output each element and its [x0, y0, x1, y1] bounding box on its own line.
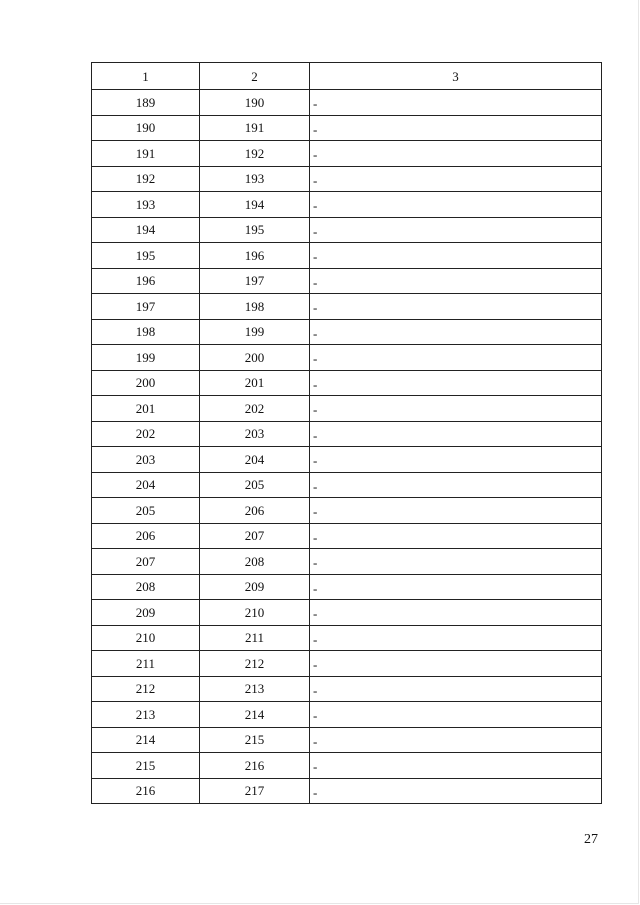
table-cell-col-1: 211 — [92, 651, 200, 677]
table-cell-col-2: 211 — [200, 625, 310, 651]
table-cell-col-2: 197 — [200, 268, 310, 294]
table-cell-col-2: 195 — [200, 217, 310, 243]
column-header-2: 2 — [200, 63, 310, 90]
table-cell-col-1: 207 — [92, 549, 200, 575]
table-cell-col-1: 205 — [92, 498, 200, 524]
table-cell-col-3: - — [310, 549, 602, 575]
table-cell-col-2: 200 — [200, 345, 310, 371]
table-cell-col-2: 198 — [200, 294, 310, 320]
table-cell-col-1: 209 — [92, 600, 200, 626]
table-cell-col-1: 194 — [92, 217, 200, 243]
table-cell-col-1: 206 — [92, 523, 200, 549]
table-row — [92, 115, 602, 141]
table-cell-col-1: 192 — [92, 166, 200, 192]
table-cell-col-2: 191 — [200, 115, 310, 141]
table-cell-col-1: 210 — [92, 625, 200, 651]
table-row — [92, 498, 602, 524]
table-cell-col-3: - — [310, 115, 602, 141]
table-row — [92, 727, 602, 753]
table-cell-col-1: 213 — [92, 702, 200, 728]
table-cell-col-2: 196 — [200, 243, 310, 269]
table-cell-col-1: 190 — [92, 115, 200, 141]
table-cell-col-2: 194 — [200, 192, 310, 218]
table-cell-col-1: 202 — [92, 421, 200, 447]
table-row — [92, 778, 602, 804]
table-cell-col-2: 190 — [200, 90, 310, 116]
table-row — [92, 574, 602, 600]
table-cell-col-1: 201 — [92, 396, 200, 422]
table-cell-col-2: 215 — [200, 727, 310, 753]
table-cell-col-3: - — [310, 702, 602, 728]
table-row — [92, 753, 602, 779]
table-cell-col-2: 212 — [200, 651, 310, 677]
table-cell-col-3: - — [310, 294, 602, 320]
table-cell-col-2: 213 — [200, 676, 310, 702]
table-cell-col-1: 214 — [92, 727, 200, 753]
table-cell-col-1: 189 — [92, 90, 200, 116]
table-cell-col-3: - — [310, 141, 602, 167]
table-cell-col-2: 216 — [200, 753, 310, 779]
table-row — [92, 676, 602, 702]
table-cell-col-2: 202 — [200, 396, 310, 422]
table-cell-col-3: - — [310, 600, 602, 626]
table-row — [92, 523, 602, 549]
table-cell-col-3: - — [310, 192, 602, 218]
table-cell-col-3: - — [310, 90, 602, 116]
table-body — [92, 90, 602, 804]
table-cell-col-3: - — [310, 778, 602, 804]
table-cell-col-1: 200 — [92, 370, 200, 396]
table-cell-col-2: 210 — [200, 600, 310, 626]
table-cell-col-3: - — [310, 345, 602, 371]
table-cell-col-2: 206 — [200, 498, 310, 524]
table-row — [92, 141, 602, 167]
table-cell-col-2: 208 — [200, 549, 310, 575]
table-cell-col-3: - — [310, 217, 602, 243]
table-cell-col-1: 196 — [92, 268, 200, 294]
table-cell-col-3: - — [310, 498, 602, 524]
table-cell-col-1: 191 — [92, 141, 200, 167]
column-header-1: 1 — [92, 63, 200, 90]
table-cell-col-2: 193 — [200, 166, 310, 192]
table-cell-col-3: - — [310, 472, 602, 498]
table-row — [92, 319, 602, 345]
table-row — [92, 166, 602, 192]
table-cell-col-1: 203 — [92, 447, 200, 473]
table-cell-col-2: 217 — [200, 778, 310, 804]
table-row — [92, 651, 602, 677]
table-row — [92, 702, 602, 728]
table-row — [92, 600, 602, 626]
table-cell-col-1: 193 — [92, 192, 200, 218]
table-cell-col-1: 215 — [92, 753, 200, 779]
table-cell-col-3: - — [310, 370, 602, 396]
table-cell-col-1: 195 — [92, 243, 200, 269]
table-cell-col-3: - — [310, 447, 602, 473]
table-row — [92, 472, 602, 498]
table-row — [92, 549, 602, 575]
table-cell-col-3: - — [310, 727, 602, 753]
table-cell-col-2: 205 — [200, 472, 310, 498]
table-cell-col-2: 204 — [200, 447, 310, 473]
table-cell-col-1: 204 — [92, 472, 200, 498]
table-cell-col-3: - — [310, 523, 602, 549]
table-cell-col-3: - — [310, 243, 602, 269]
table-row — [92, 268, 602, 294]
table-cell-col-2: 201 — [200, 370, 310, 396]
table-cell-col-3: - — [310, 625, 602, 651]
table-row — [92, 447, 602, 473]
table-cell-col-3: - — [310, 753, 602, 779]
page-number: 27 — [584, 832, 598, 847]
table-cell-col-3: - — [310, 651, 602, 677]
table-cell-col-1: 212 — [92, 676, 200, 702]
table-row — [92, 217, 602, 243]
table-row — [92, 243, 602, 269]
table-cell-col-3: - — [310, 166, 602, 192]
table-row — [92, 625, 602, 651]
table-row — [92, 396, 602, 422]
table-row — [92, 421, 602, 447]
table-cell-col-2: 203 — [200, 421, 310, 447]
table-cell-col-3: - — [310, 268, 602, 294]
table-cell-col-2: 209 — [200, 574, 310, 600]
table-cell-col-1: 198 — [92, 319, 200, 345]
table-row — [92, 345, 602, 371]
table-row — [92, 370, 602, 396]
table-row — [92, 192, 602, 218]
table-cell-col-3: - — [310, 574, 602, 600]
table-cell-col-1: 197 — [92, 294, 200, 320]
table-cell-col-1: 216 — [92, 778, 200, 804]
table-cell-col-3: - — [310, 319, 602, 345]
table-cell-col-2: 192 — [200, 141, 310, 167]
data-table — [91, 62, 602, 804]
table-header-row — [92, 63, 602, 90]
table-row — [92, 90, 602, 116]
table-cell-col-3: - — [310, 396, 602, 422]
column-header-3: 3 — [310, 63, 602, 90]
table-cell-col-3: - — [310, 676, 602, 702]
table-cell-col-2: 214 — [200, 702, 310, 728]
table-row — [92, 294, 602, 320]
table-cell-col-2: 199 — [200, 319, 310, 345]
table-cell-col-1: 199 — [92, 345, 200, 371]
table-cell-col-1: 208 — [92, 574, 200, 600]
table-cell-col-2: 207 — [200, 523, 310, 549]
table-cell-col-3: - — [310, 421, 602, 447]
